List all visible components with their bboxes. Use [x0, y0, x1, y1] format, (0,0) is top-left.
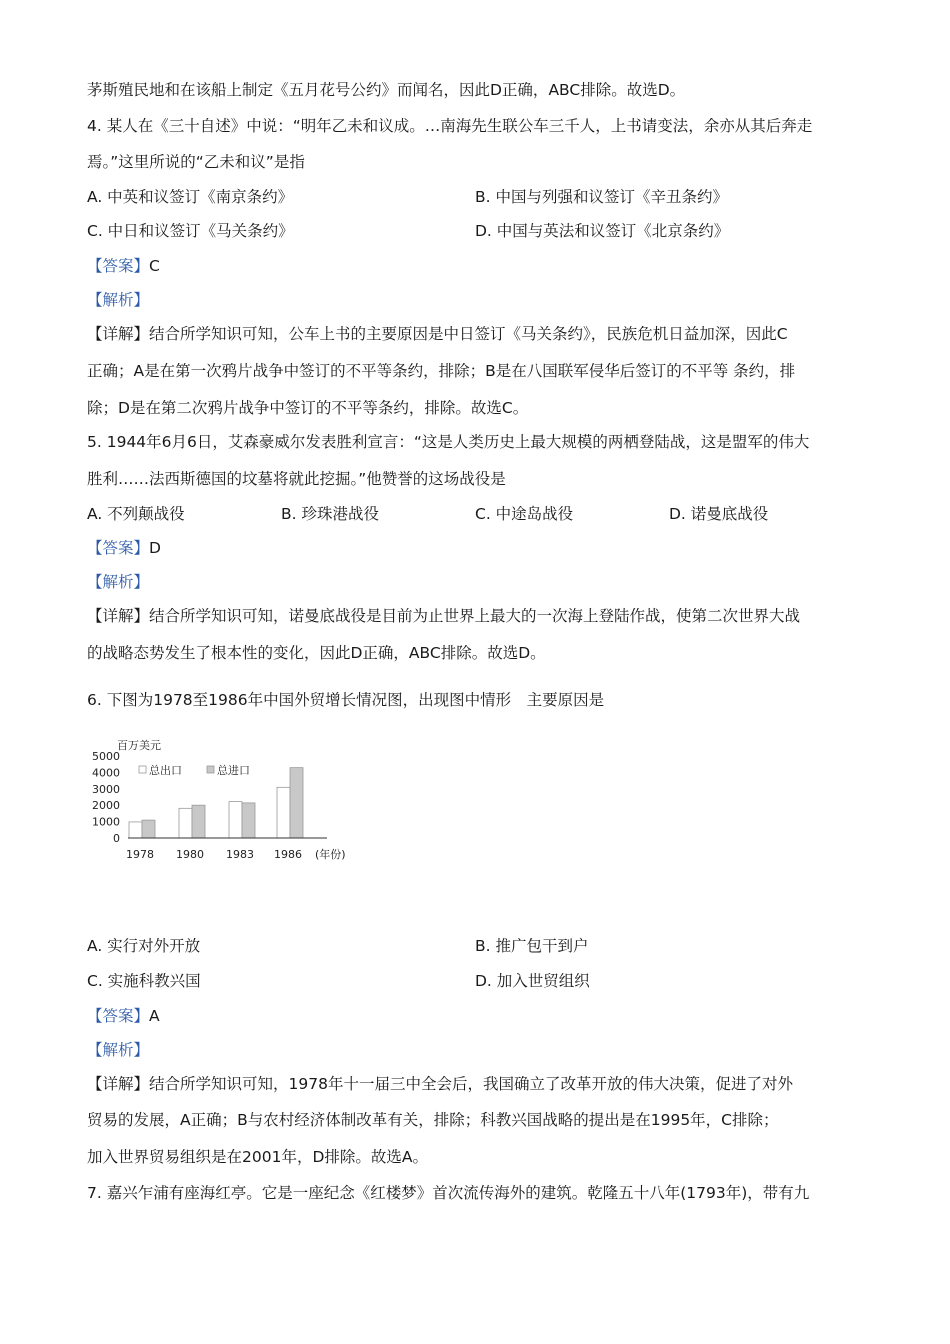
bar-总出口-1986 — [277, 787, 290, 838]
bar-总进口-1986 — [290, 768, 303, 838]
y-tick-label: 5000 — [92, 750, 120, 763]
q5-answer — [87, 538, 161, 558]
q4-detail-line-3: 除；D是在第二次鸦片战争中签订的不平等条约，排除。故选C。 — [87, 399, 529, 417]
x-tick-label: 1986 — [274, 848, 302, 861]
legend-swatch — [207, 766, 214, 773]
x-tick-label: 1983 — [226, 848, 254, 861]
q5-analysis-tag: 【解析】 — [87, 573, 150, 591]
q5-option-c: C. 中途岛战役 — [475, 505, 574, 523]
q5-stem-line-1: 5. 1944年6月6日，艾森豪威尔发表胜利宣言：“这是人类历史上最大规模的两栖登陆战，这是盟军的伟大 — [87, 433, 810, 451]
y-tick-label: 3000 — [92, 782, 120, 796]
x-tick-label: 1980 — [176, 848, 204, 861]
chart-unit-label: 百万美元 — [117, 739, 161, 752]
y-tick-label: 0 — [113, 832, 120, 845]
q5-stem-line-2: 胜利……法西斯德国的坟墓将就此挖掘。”他赞誉的这场战役是 — [87, 470, 506, 488]
q6-option-d: D. 加入世贸组织 — [475, 972, 590, 990]
trade-bar-chart — [87, 730, 367, 870]
bar-总出口-1983 — [229, 802, 242, 838]
q6-option-c: C. 实施科教兴国 — [87, 972, 201, 990]
answer-tag: 【答案】 — [87, 257, 150, 275]
q5-detail-line-2: 的战略态势发生了根本性的变化，因此D正确，ABC排除。故选D。 — [87, 644, 546, 662]
q4-answer — [87, 256, 160, 276]
x-tick-label: 1978 — [126, 848, 154, 861]
q6-stem-line-1: 6. 下图为1978至1986年中国外贸增长情况图，出现图中情形 主要原因是 — [87, 691, 605, 709]
legend-label: 总出口 — [149, 764, 182, 777]
y-tick-label: 4000 — [92, 766, 120, 780]
q4-stem-line-2: 焉。”这里所说的“乙未和议”是指 — [87, 153, 305, 171]
detail-tag: 【详解】 — [87, 607, 150, 625]
q5-option-a: A. 不列颠战役 — [87, 505, 185, 523]
answer-tag: 【答案】 — [87, 1007, 150, 1025]
bar-总进口-1980 — [192, 805, 205, 838]
q6-option-b: B. 推广包干到户 — [475, 937, 589, 955]
y-tick-label: 2000 — [92, 799, 120, 813]
q4-detail-line-2: 正确；A是在第一次鸦片战争中签订的不平等条约，排除；B是在八国联军侵华后签订的不平等 条约，排 — [87, 362, 796, 380]
q6-detail-line-1 — [87, 1074, 793, 1094]
detail-text: 结合所学知识可知，1978年十一届三中全会后，我国确立了改革开放的伟大决策，促进了对外 — [149, 1075, 793, 1093]
q4-stem-line-1: 4. 某人在《三十自述》中说：“明年乙未和议成。…南海先生联公车三千人，上书请变法，余亦从其后奔走 — [87, 117, 813, 135]
legend-label: 总进口 — [217, 764, 250, 777]
legend-swatch — [139, 766, 146, 773]
q4-analysis-tag: 【解析】 — [87, 291, 150, 309]
q3-tail-line: 茅斯殖民地和在该船上制定《五月花号公约》而闻名，因此D正确，ABC排除。故选D。 — [87, 81, 686, 99]
q4-detail-line-1 — [87, 324, 788, 344]
q7-stem-line-1: 7. 嘉兴乍浦有座海红亭。它是一座纪念《红楼梦》首次流传海外的建筑。乾隆五十八年(1793年)，带有九 — [87, 1184, 810, 1202]
q6-analysis-tag: 【解析】 — [87, 1041, 150, 1059]
q6-answer — [87, 1006, 160, 1026]
q4-option-c: C. 中日和议签订《马关条约》 — [87, 222, 294, 240]
q4-option-b: B. 中国与列强和议签订《辛丑条约》 — [475, 188, 728, 206]
q6-detail-line-3: 加入世界贸易组织是在2001年，D排除。故选A。 — [87, 1148, 428, 1166]
answer-value: C — [149, 257, 160, 275]
detail-tag: 【详解】 — [87, 325, 150, 343]
q5-option-d: D. 诺曼底战役 — [669, 505, 769, 523]
y-tick-label: 1000 — [92, 815, 120, 829]
answer-value: A — [149, 1007, 160, 1025]
q4-option-a: A. 中英和议签订《南京条约》 — [87, 188, 294, 206]
answer-tag: 【答案】 — [87, 539, 150, 557]
x-axis-label: (年份) — [315, 848, 346, 861]
bar-总进口-1983 — [242, 803, 255, 838]
bar-总出口-1978 — [129, 822, 142, 838]
answer-value: D — [149, 539, 161, 557]
detail-text: 结合所学知识可知，诺曼底战役是目前为止世界上最大的一次海上登陆作战，使第二次世界大战 — [149, 607, 801, 625]
q5-option-b: B. 珍珠港战役 — [281, 505, 379, 523]
detail-tag: 【详解】 — [87, 1075, 150, 1093]
q6-option-a: A. 实行对外开放 — [87, 937, 201, 955]
q6-detail-line-2: 贸易的发展，A正确；B与农村经济体制改革有关，排除；科教兴国战略的提出是在1995年，C排除； — [87, 1111, 779, 1129]
q4-option-d: D. 中国与英法和议签订《北京条约》 — [475, 222, 730, 240]
bar-总进口-1978 — [142, 820, 155, 838]
bar-总出口-1980 — [179, 808, 192, 838]
detail-text: 结合所学知识可知，公车上书的主要原因是中日签订《马关条约》，民族危机日益加深，因此C — [149, 325, 788, 343]
q5-detail-line-1 — [87, 606, 800, 626]
